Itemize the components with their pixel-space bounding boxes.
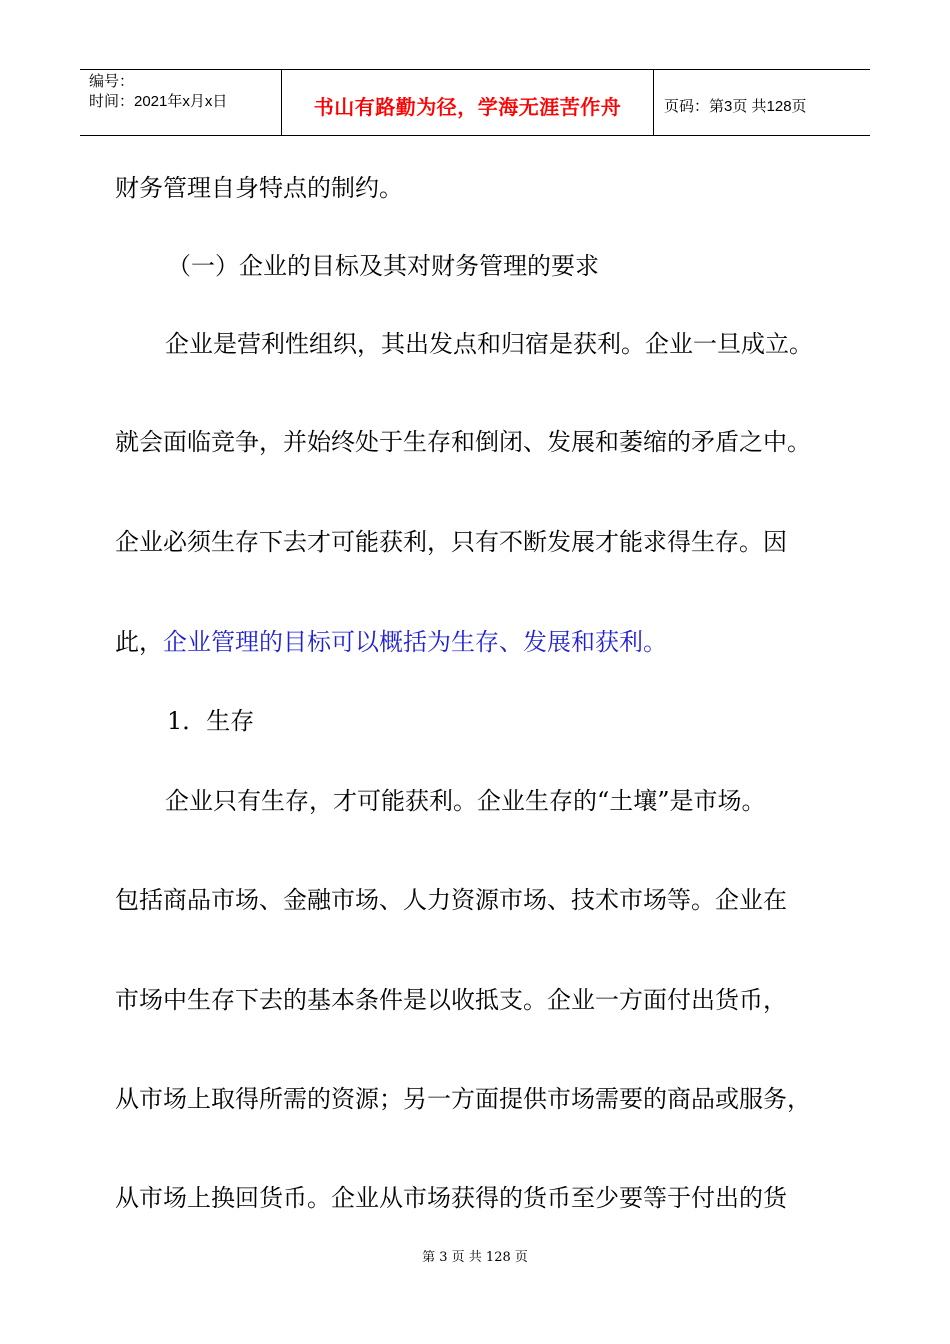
header-motto-cell — [282, 70, 654, 135]
header-page-cell — [654, 70, 870, 135]
text-fragment: 此， — [115, 628, 163, 656]
text-line — [115, 627, 667, 657]
section-heading: （一）企业的目标及其对财务管理的要求 — [167, 252, 599, 280]
text-line: 从市场上取得所需的资源；另一方面提供市场需要的商品或服务， — [115, 1085, 811, 1113]
text-line: 企业只有生存，才可能获利。企业生存的“土壤”是市场。 — [165, 787, 766, 815]
text-line: 企业是营利性组织，其出发点和归宿是获利。企业一旦成立。 — [165, 330, 813, 358]
text-line: 包括商品市场、金融市场、人力资源市场、技术市场等。企业在 — [115, 886, 787, 914]
text-line: 财务管理自身特点的制约。 — [115, 174, 403, 202]
page-footer: 第 3 页 共 128 页 — [422, 1250, 528, 1265]
text-line: 从市场上换回货币。企业从市场获得的货币至少要等于付出的货 — [115, 1184, 787, 1212]
section-heading: 1．生存 — [167, 707, 255, 735]
text-line: 企业必须生存下去才可能获利，只有不断发展才能求得生存。因 — [115, 528, 787, 556]
page-header — [80, 69, 870, 136]
text-line: 市场中生存下去的基本条件是以收抵支。企业一方面付出货币， — [115, 986, 787, 1014]
page-number-label: 页码：第3页 共128页 — [664, 98, 807, 115]
text-line: 就会面临竞争，并始终处于生存和倒闭、发展和萎缩的矛盾之中。 — [115, 428, 811, 456]
header-meta-cell — [80, 70, 282, 135]
motto-text: 书山有路勤为径，学海无涯苦作舟 — [313, 97, 622, 119]
highlighted-text: 企业管理的目标可以概括为生存、发展和获利。 — [163, 628, 667, 656]
document-date-label: 时间：2021年x月x日 — [89, 93, 228, 110]
document-number-label: 编号： — [89, 73, 135, 90]
